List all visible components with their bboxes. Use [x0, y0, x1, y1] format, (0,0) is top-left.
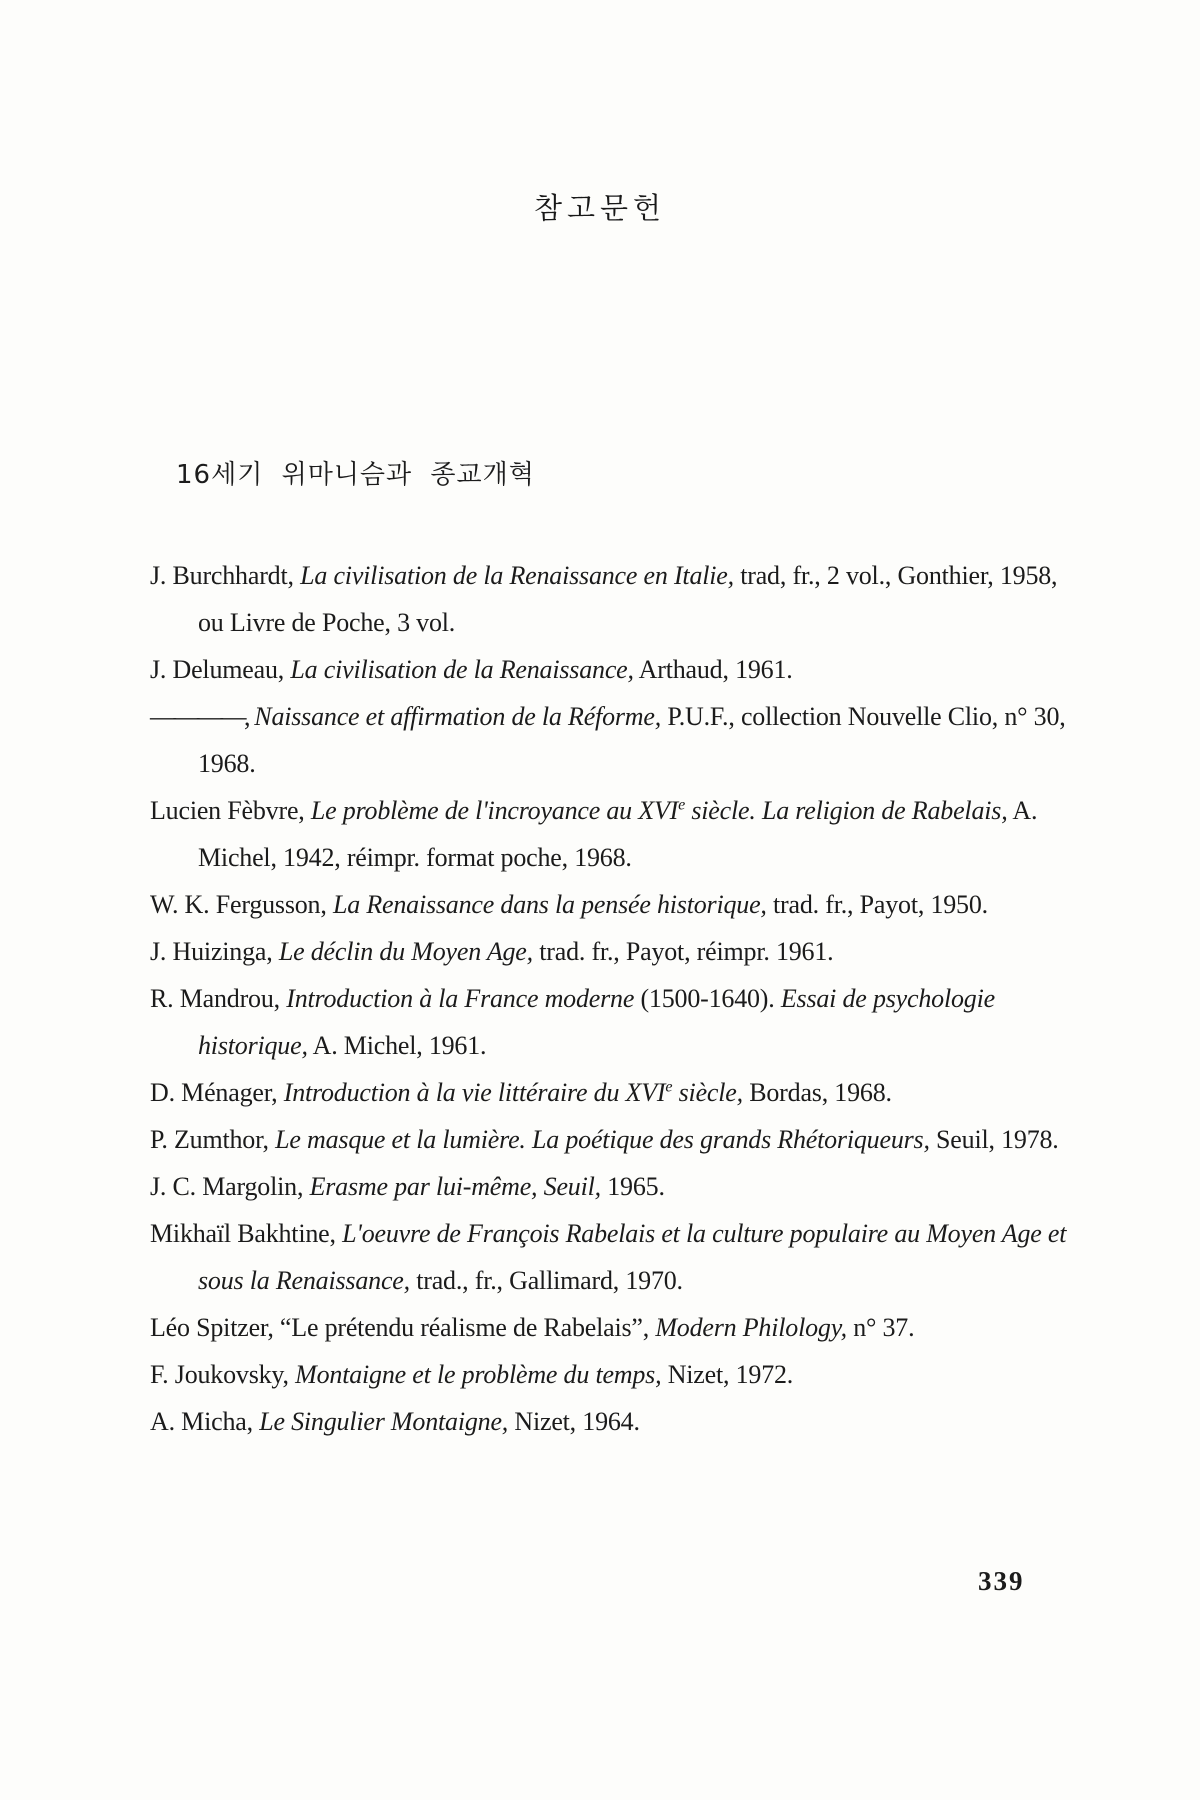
superscript-e: e: [665, 1078, 673, 1096]
entry-text: 1965.: [600, 1172, 665, 1201]
bibliography-entry: [150, 881, 1085, 928]
page-number: 339: [978, 1566, 1025, 1596]
entry-text: R. Mandrou,: [150, 984, 287, 1013]
entry-title-italic: L'oeuvre de François Rabelais et la culture populaire au Moyen Age et sous la Renaissance,: [198, 1219, 1067, 1295]
entry-text: Bordas, 1968.: [742, 1078, 892, 1107]
bibliography-entry: [150, 1210, 1085, 1304]
entry-title-italic: Montaigne et le problème du temps,: [295, 1360, 662, 1389]
entry-text: trad. fr., Payot, réimpr. 1961.: [532, 937, 834, 966]
section-heading: 16세기 위마니슴과 종교개혁: [176, 460, 535, 490]
bibliography-entry: [150, 928, 1085, 975]
bibliography-entry: [150, 787, 1085, 881]
page-title: 참고문헌: [533, 191, 667, 225]
bibliography-entry: [150, 1351, 1085, 1398]
entry-text: Nizet, 1964.: [508, 1407, 640, 1436]
entry-text: trad., fr., Gallimard, 1970.: [409, 1266, 683, 1295]
entry-text: D. Ménager,: [150, 1078, 284, 1107]
bibliography-list: [150, 552, 1085, 1445]
entry-text: Nizet, 1972.: [661, 1360, 794, 1389]
entry-text: Léo Spitzer, “Le prétendu réalisme de Rabelais”,: [150, 1313, 656, 1342]
entry-text: A. Micha,: [150, 1407, 260, 1436]
entry-text: J. C. Margolin,: [150, 1172, 310, 1201]
bibliography-entry: [150, 1116, 1085, 1163]
entry-text: Seuil, 1978.: [929, 1125, 1059, 1154]
entry-title-italic: siècle. La religion de Rabelais,: [685, 796, 1008, 825]
entry-title-italic: Erasme par lui-même, Seuil,: [309, 1172, 601, 1201]
entry-text: n° 37.: [846, 1313, 915, 1342]
entry-text: J. Delumeau,: [150, 655, 291, 684]
bibliography-entry: [150, 975, 1085, 1069]
entry-text: J. Burchhardt,: [150, 561, 301, 590]
entry-title-italic: Le problème de l'incroyance au XVI: [310, 796, 679, 825]
entry-text: trad, fr., 2 vol., Gonthier, 1958, ou Livre de Poche, 3 vol.: [198, 561, 1058, 637]
entry-text: F. Joukovsky,: [150, 1360, 296, 1389]
entry-text: Mikhaïl Bakhtine,: [150, 1219, 343, 1248]
entry-text: J. Huizinga,: [150, 937, 279, 966]
entry-title-italic: La Renaissance dans la pensée historique,: [332, 890, 767, 919]
entry-text: Arthaud, 1961.: [633, 655, 793, 684]
bibliography-entry: [150, 646, 1085, 693]
entry-title-italic: Introduction à la France moderne: [286, 984, 635, 1013]
entry-text: (1500-1640).: [634, 984, 781, 1013]
bibliography-entry: [150, 552, 1085, 646]
bibliography-entry: [150, 1398, 1085, 1445]
entry-title-italic: Essai de psychologie historique,: [198, 984, 995, 1060]
entry-title-italic: Modern Philology,: [655, 1313, 847, 1342]
entry-title-italic: Naissance et affirmation de la Réforme,: [248, 702, 662, 731]
entry-text: P. Zumthor,: [150, 1125, 276, 1154]
entry-text: W. K. Fergusson,: [150, 890, 333, 919]
entry-title-italic: Le Singulier Montaigne,: [259, 1407, 509, 1436]
entry-text: A. Michel, 1942, réimpr. format poche, 1968.: [198, 796, 1038, 872]
entry-text: trad. fr., Payot, 1950.: [766, 890, 988, 919]
entry-text: Lucien Fèbvre,: [150, 796, 311, 825]
entry-title-italic: siècle,: [672, 1078, 743, 1107]
bibliography-entry: [150, 1069, 1085, 1116]
bibliography-entry: [150, 1304, 1085, 1351]
entry-title-italic: La civilisation de la Renaissance,: [290, 655, 634, 684]
entry-title-italic: La civilisation de la Renaissance en Italie,: [300, 561, 734, 590]
repeat-author-dash: ————,: [150, 702, 248, 731]
entry-title-italic: Le déclin du Moyen Age,: [278, 937, 533, 966]
bibliography-entry: [150, 693, 1085, 787]
entry-text: A. Michel, 1961.: [307, 1031, 487, 1060]
bibliography-entry: [150, 1163, 1085, 1210]
superscript-e: e: [678, 796, 686, 814]
entry-text: P.U.F., collection Nouvelle Clio, n° 30, 1968.: [198, 702, 1066, 778]
entry-title-italic: Le masque et la lumière. La poétique des grands Rhétoriqueurs,: [275, 1125, 930, 1154]
entry-title-italic: Introduction à la vie littéraire du XVI: [283, 1078, 666, 1107]
